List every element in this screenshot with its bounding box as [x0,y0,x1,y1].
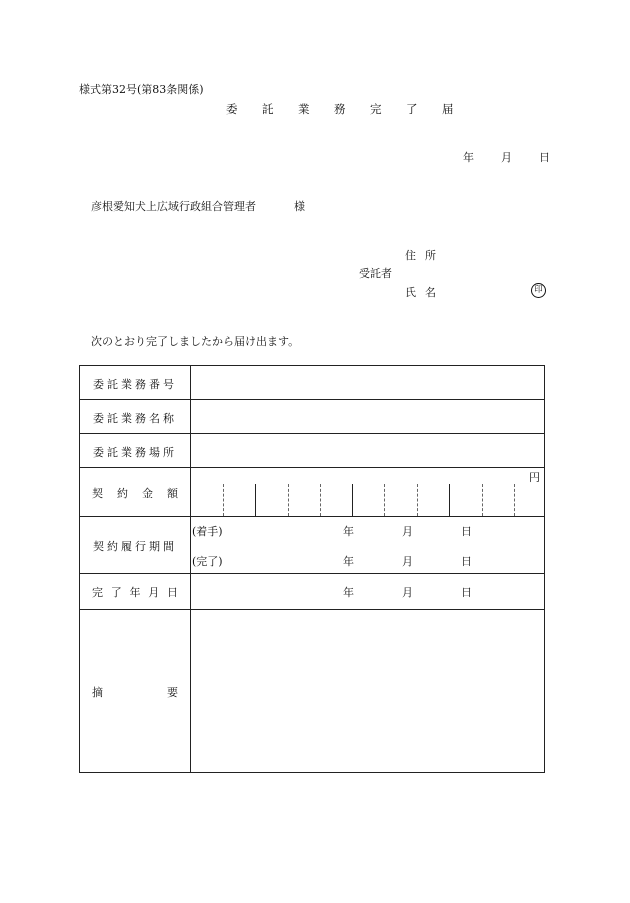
title-char: 届 [442,102,454,116]
label-char: 月 [148,586,160,599]
digit-divider [288,484,289,516]
label-char: 了 [110,586,122,599]
date-year: 年 [463,151,474,164]
label-business-name: 委託業務名称 [93,412,177,425]
label-char: 日 [167,586,178,599]
label-completion-date [92,584,178,600]
address-char: 所 [425,249,436,262]
label-column-divider [190,366,191,772]
contractor-address-label [405,247,436,263]
form-number: 様式第32号(第83条関係) [79,83,204,96]
address-char: 住 [405,249,416,262]
row-divider [80,573,544,574]
row-divider [80,609,544,610]
title-char: 了 [406,102,418,116]
contractor-label: 受託者 [359,267,392,280]
start-day: 日 [461,525,472,538]
end-month: 月 [402,555,413,568]
digit-divider [223,484,224,516]
label-contract-amount [92,485,178,501]
completion-month: 月 [402,586,413,599]
label-business-location: 委託業務場所 [93,446,177,459]
digit-divider [384,484,385,516]
digit-group-divider [255,484,256,516]
label-char: 要 [167,686,178,699]
name-char: 名 [425,286,436,299]
row-divider [80,467,544,468]
title-char: 委 [226,102,238,116]
label-char: 約 [117,487,128,500]
label-char: 額 [167,487,178,500]
label-char: 契 [92,487,103,500]
start-year: 年 [343,525,354,538]
date-day: 日 [539,151,550,164]
name-char: 氏 [405,286,416,299]
label-char: 金 [142,487,153,500]
completion-day: 日 [461,586,472,599]
digit-group-divider [352,484,353,516]
label-char: 年 [129,586,141,599]
document-title [226,101,454,117]
seal-mark-icon: 印 [531,283,546,298]
digit-divider [417,484,418,516]
title-char: 務 [334,102,346,116]
label-contract-period: 契約履行期間 [93,540,177,553]
addressee [91,198,305,214]
period-end-label: (完了) [192,555,223,568]
title-char: 完 [370,102,382,116]
digit-divider [482,484,483,516]
submission-date [463,149,550,165]
end-year: 年 [343,555,354,568]
title-char: 託 [262,102,274,116]
intro-text: 次のとおり完了しましたから届け出ます。 [91,335,300,348]
digit-divider [320,484,321,516]
row-divider [80,433,544,434]
period-start-label: (着手) [192,525,223,538]
addressee-honorific: 様 [294,200,305,213]
label-char: 完 [92,586,103,599]
digit-divider [514,484,515,516]
completion-year: 年 [343,586,354,599]
label-business-number: 委託業務番号 [93,378,177,391]
start-month: 月 [402,525,413,538]
title-char: 業 [298,102,310,116]
date-month: 月 [501,151,512,164]
end-day: 日 [461,555,472,568]
row-divider [80,516,544,517]
label-char: 摘 [92,686,103,699]
yen-unit: 円 [529,471,540,484]
completion-form-table [79,365,545,773]
addressee-name: 彦根愛知犬上広域行政組合管理者 [91,200,256,213]
row-divider [80,399,544,400]
label-remarks [92,684,178,700]
contractor-name-label [405,284,436,300]
digit-group-divider [449,484,450,516]
